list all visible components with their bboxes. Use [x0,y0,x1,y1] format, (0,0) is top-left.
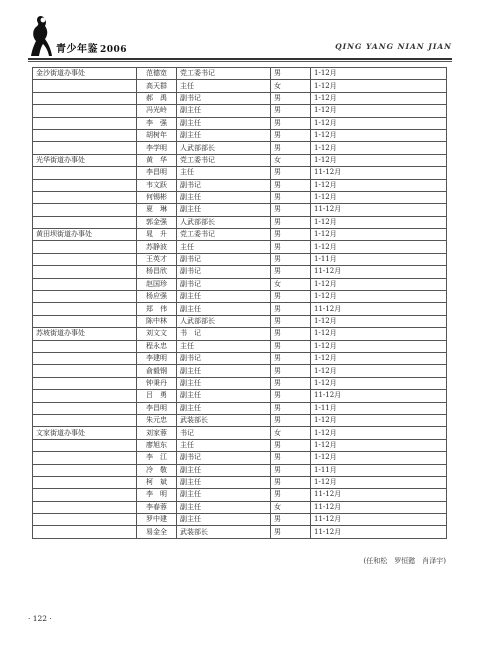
table-row [33,303,447,315]
table-row [33,328,447,340]
unit-cell [33,439,137,451]
table-row [33,501,447,513]
table-row [33,427,447,439]
position-cell: 副主任 [177,402,271,414]
gender-cell: 男 [271,439,311,451]
term-cell: 1-12月 [311,154,447,166]
name-cell: 赵国珍 [137,278,177,290]
position-cell: 人武部部长 [177,216,271,228]
table-row [33,340,447,352]
name-cell: 柯 斌 [137,476,177,488]
unit-cell [33,266,137,278]
term-cell: 1-12月 [311,377,447,389]
gender-cell: 男 [271,476,311,488]
unit-cell [33,179,137,191]
gender-cell: 男 [271,142,311,154]
term-cell: 1-12月 [311,352,447,364]
table-row [33,390,447,402]
position-cell: 主任 [177,80,271,92]
table-row [33,154,447,166]
gender-cell: 女 [271,278,311,290]
unit-cell: 光华街道办事处 [33,154,137,166]
position-cell: 副主任 [177,489,271,501]
term-cell: 1-12月 [311,142,447,154]
position-cell: 副书记 [177,352,271,364]
name-cell: 李学明 [137,142,177,154]
position-cell: 副书记 [177,253,271,265]
position-cell: 主任 [177,167,271,179]
name-cell: 陈中林 [137,315,177,327]
name-cell: 李 江 [137,452,177,464]
term-cell: 1-12月 [311,365,447,377]
gender-cell: 男 [271,105,311,117]
position-cell: 武装部长 [177,414,271,426]
table-row [33,204,447,216]
name-cell: 王英才 [137,253,177,265]
table-row [33,315,447,327]
name-cell: 李建明 [137,352,177,364]
gender-cell: 男 [271,303,311,315]
unit-cell [33,414,137,426]
position-cell: 副主任 [177,476,271,488]
table-row [33,266,447,278]
name-cell: 范德宽 [137,68,177,80]
position-cell: 副主任 [177,365,271,377]
position-cell: 书 记 [177,328,271,340]
term-cell: 1-11月 [311,464,447,476]
position-cell: 副主任 [177,303,271,315]
unit-cell [33,142,137,154]
unit-cell [33,352,137,364]
roster-table-body [33,68,447,539]
gender-cell: 男 [271,489,311,501]
term-cell: 1-12月 [311,452,447,464]
unit-cell [33,117,137,129]
position-cell: 人武部部长 [177,142,271,154]
name-cell: 吕 勇 [137,390,177,402]
unit-cell [33,278,137,290]
table-row [33,179,447,191]
unit-cell [33,501,137,513]
gender-cell: 男 [271,414,311,426]
position-cell: 主任 [177,340,271,352]
position-cell: 党工委书记 [177,154,271,166]
table-row [33,439,447,451]
unit-cell [33,167,137,179]
term-cell: 1-12月 [311,191,447,203]
table-row [33,464,447,476]
name-cell: 郑 伟 [137,303,177,315]
unit-cell [33,253,137,265]
position-cell: 副主任 [177,191,271,203]
name-cell: 程永忠 [137,340,177,352]
table-row [33,229,447,241]
page-number: · 122 · [28,614,52,623]
unit-cell [33,291,137,303]
running-head: QING YANG NIAN JIAN [335,42,452,51]
name-cell: 廖旭东 [137,439,177,451]
gender-cell: 男 [271,365,311,377]
unit-cell [33,390,137,402]
term-cell: 11-12月 [311,489,447,501]
term-cell: 1-12月 [311,278,447,290]
unit-cell [33,241,137,253]
table-row [33,365,447,377]
table-row [33,241,447,253]
gender-cell: 男 [271,328,311,340]
gender-cell: 男 [271,340,311,352]
gender-cell: 男 [271,402,311,414]
term-cell: 1-12月 [311,328,447,340]
position-cell: 副主任 [177,105,271,117]
gender-cell: 男 [271,390,311,402]
gender-cell: 男 [271,179,311,191]
name-cell: 朱元忠 [137,414,177,426]
gender-cell: 男 [271,216,311,228]
position-cell: 副主任 [177,390,271,402]
name-cell: 刘文文 [137,328,177,340]
gender-cell: 男 [271,253,311,265]
unit-cell [33,105,137,117]
name-cell: 李 明 [137,489,177,501]
unit-cell [33,526,137,538]
position-cell: 党工委书记 [177,229,271,241]
table-row [33,167,447,179]
term-cell: 11-12月 [311,167,447,179]
unit-cell [33,80,137,92]
term-cell: 11-12月 [311,501,447,513]
position-cell: 人武部部长 [177,315,271,327]
name-cell: 俞毅钢 [137,365,177,377]
position-cell: 副主任 [177,501,271,513]
term-cell: 1-11月 [311,402,447,414]
table-row [33,117,447,129]
unit-cell [33,377,137,389]
position-cell: 副主任 [177,464,271,476]
unit-cell [33,476,137,488]
unit-cell [33,216,137,228]
unit-cell [33,402,137,414]
unit-cell [33,92,137,104]
position-cell: 副主任 [177,514,271,526]
unit-cell [33,464,137,476]
term-cell: 1-12月 [311,80,447,92]
term-cell: 1-12月 [311,229,447,241]
term-cell: 11-12月 [311,266,447,278]
name-cell: 晁 升 [137,229,177,241]
gender-cell: 男 [271,514,311,526]
unit-cell: 苏坡街道办事处 [33,328,137,340]
term-cell: 1-12月 [311,68,447,80]
gender-cell: 男 [271,266,311,278]
term-cell: 1-12月 [311,315,447,327]
name-cell: 苏静波 [137,241,177,253]
gender-cell: 男 [271,92,311,104]
position-cell: 副主任 [177,204,271,216]
gender-cell: 女 [271,80,311,92]
gender-cell: 女 [271,154,311,166]
position-cell: 书记 [177,427,271,439]
term-cell: 1-12月 [311,179,447,191]
name-cell: 黄 华 [137,154,177,166]
term-cell: 11-12月 [311,514,447,526]
name-cell: 胡树年 [137,129,177,141]
table-row [33,92,447,104]
term-cell: 11-12月 [311,526,447,538]
position-cell: 副书记 [177,278,271,290]
name-cell: 冯光岭 [137,105,177,117]
table-row [33,278,447,290]
name-cell: 钟秉丹 [137,377,177,389]
table-row [33,402,447,414]
position-cell: 主任 [177,241,271,253]
yearbook-title [56,40,127,55]
position-cell: 党工委书记 [177,68,271,80]
table-row [33,253,447,265]
table-row [33,129,447,141]
term-cell: 1-12月 [311,129,447,141]
unit-cell [33,452,137,464]
yearbook-logo-figure [28,14,54,58]
name-cell: 冷 敬 [137,464,177,476]
name-cell: 何锡彬 [137,191,177,203]
gender-cell: 男 [271,291,311,303]
term-cell: 11-12月 [311,303,447,315]
table-row [33,452,447,464]
yearbook-brand: 青少年鉴 [56,44,98,55]
term-cell: 1-12月 [311,439,447,451]
gender-cell: 男 [271,68,311,80]
gender-cell: 男 [271,204,311,216]
unit-cell [33,365,137,377]
term-cell: 1-12月 [311,340,447,352]
unit-cell: 黄田坝街道办事处 [33,229,137,241]
term-cell: 1-11月 [311,253,447,265]
name-cell: 李昌明 [137,402,177,414]
gender-cell: 男 [271,241,311,253]
gender-cell: 男 [271,229,311,241]
position-cell: 副主任 [177,291,271,303]
term-cell: 1-12月 [311,291,447,303]
name-cell: 李春蓉 [137,501,177,513]
unit-cell [33,514,137,526]
term-cell: 1-12月 [311,216,447,228]
position-cell: 副书记 [177,452,271,464]
gender-cell: 男 [271,191,311,203]
term-cell: 1-12月 [311,105,447,117]
table-row [33,291,447,303]
term-cell: 1-12月 [311,92,447,104]
gender-cell: 男 [271,117,311,129]
position-cell: 副主任 [177,117,271,129]
unit-cell: 金沙街道办事处 [33,68,137,80]
gender-cell: 男 [271,315,311,327]
name-cell: 李 强 [137,117,177,129]
unit-cell [33,303,137,315]
unit-cell [33,204,137,216]
roster-table [32,67,447,539]
unit-cell [33,340,137,352]
name-cell: 高天群 [137,80,177,92]
unit-cell [33,191,137,203]
name-cell: 易金全 [137,526,177,538]
position-cell: 武装部长 [177,526,271,538]
gender-cell: 女 [271,501,311,513]
term-cell: 1-12月 [311,117,447,129]
name-cell: 夏 琳 [137,204,177,216]
page-header [28,14,452,58]
term-cell: 11-12月 [311,390,447,402]
table-row [33,414,447,426]
table-row [33,377,447,389]
term-cell: 1-12月 [311,414,447,426]
table-row [33,191,447,203]
yearbook-year: 2006 [100,45,128,55]
gender-cell: 男 [271,167,311,179]
name-cell: 韦文跃 [137,179,177,191]
term-cell: 1-12月 [311,427,447,439]
position-cell: 副主任 [177,129,271,141]
table-row [33,352,447,364]
table-row [33,68,447,80]
name-cell: 郭金强 [137,216,177,228]
unit-cell [33,489,137,501]
unit-cell [33,315,137,327]
table-row [33,80,447,92]
term-cell: 1-12月 [311,241,447,253]
unit-cell [33,129,137,141]
gender-cell: 女 [271,427,311,439]
gender-cell: 男 [271,129,311,141]
gender-cell: 男 [271,377,311,389]
name-cell: 刘家蓉 [137,427,177,439]
term-cell: 11-12月 [311,204,447,216]
position-cell: 副书记 [177,92,271,104]
name-cell: 李昌明 [137,167,177,179]
gender-cell: 男 [271,352,311,364]
table-row [33,216,447,228]
term-cell: 1-12月 [311,476,447,488]
table-row [33,526,447,538]
table-row [33,142,447,154]
position-cell: 主任 [177,439,271,451]
gender-cell: 男 [271,526,311,538]
table-row [33,105,447,117]
author-credit: (任和松 罗恒懿 肖泽宇) [363,557,446,565]
table-row [33,514,447,526]
position-cell: 副书记 [177,266,271,278]
unit-cell: 文家街道办事处 [33,427,137,439]
position-cell: 副主任 [177,377,271,389]
position-cell: 副书记 [177,179,271,191]
gender-cell: 男 [271,452,311,464]
name-cell: 杨昌欣 [137,266,177,278]
header-rule-thin [28,61,452,62]
name-cell: 罗中建 [137,514,177,526]
gender-cell: 男 [271,464,311,476]
table-row [33,476,447,488]
name-cell: 杨应强 [137,291,177,303]
header-rule [28,58,452,60]
table-row [33,489,447,501]
name-cell: 郝 禹 [137,92,177,104]
